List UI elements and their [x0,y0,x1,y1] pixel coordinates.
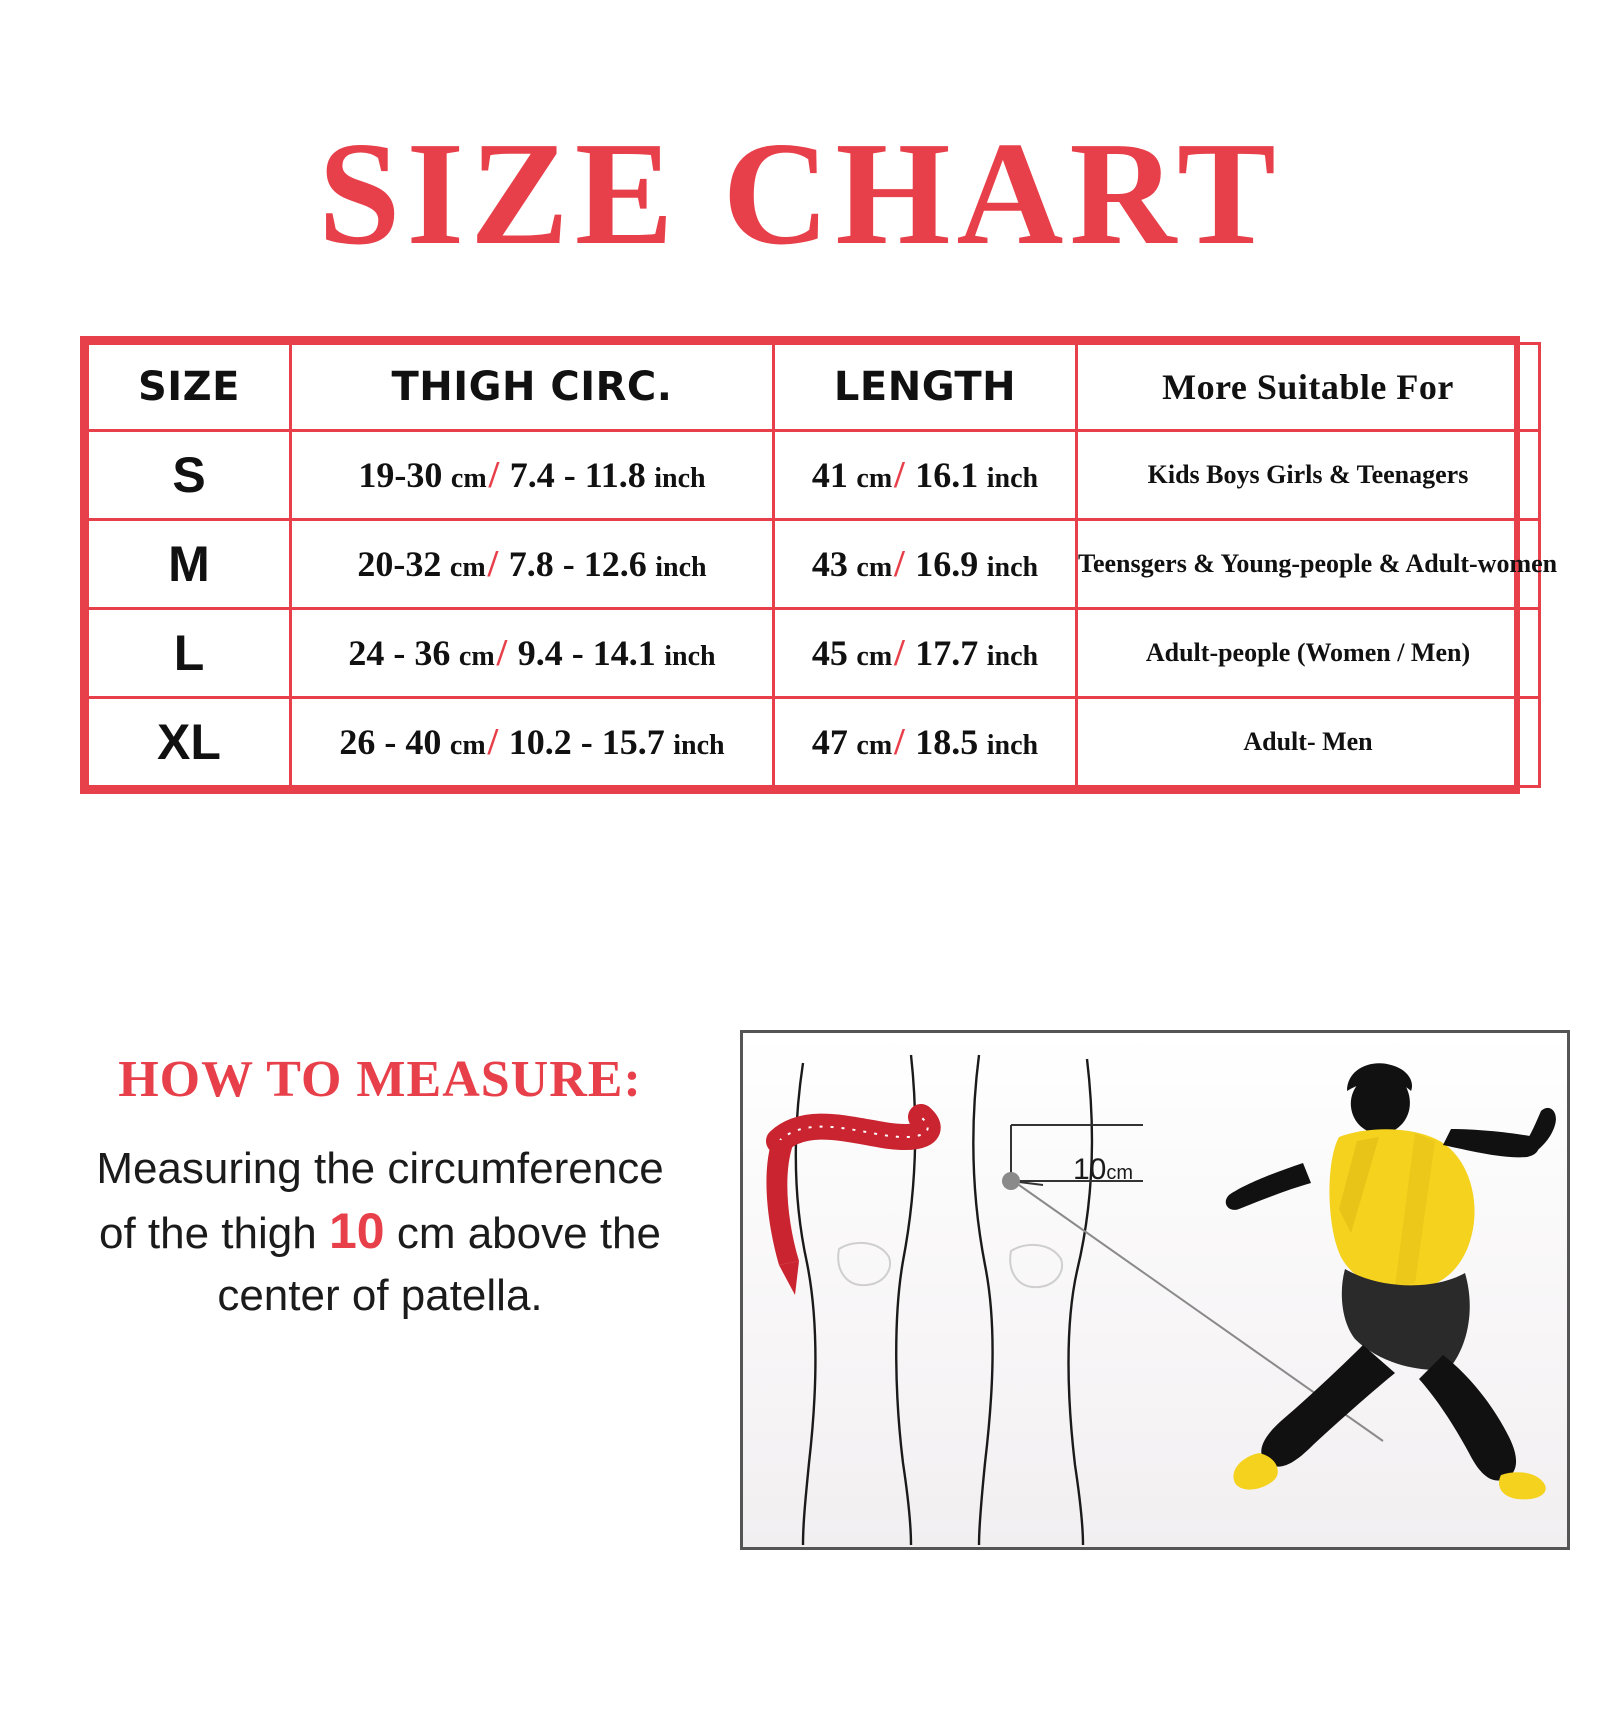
table-row [88,698,1540,787]
length-cm-value: 45 [811,633,848,673]
table-header-row [88,344,1540,431]
how-to-measure-line-2-post: cm above the [396,1209,661,1259]
size-label: M [168,536,210,592]
thigh-inch-unit: inch [655,552,707,583]
illustration-svg [743,1033,1567,1547]
thigh-inch-value: 7.4 - 11.8 [509,455,646,495]
how-to-measure-heading: HOW TO MEASURE: [118,1051,642,1108]
size-label: XL [157,714,221,770]
callout-value: 10 [1073,1153,1107,1186]
page-title: SIZE CHART [318,112,1282,276]
size-chart-table-container [80,336,1558,794]
length-inch-unit: inch [986,641,1039,672]
thigh-cm-value: 24 - 36 [348,633,451,673]
how-to-measure-text-block [30,1050,730,1325]
length-cm-unit: cm [856,730,893,761]
table-row [88,520,1540,609]
unit-separator: / [488,454,500,496]
cell-size [88,698,291,787]
callout-label [1073,1153,1133,1187]
cell-length [774,431,1077,520]
unit-separator: / [894,454,905,496]
thigh-inch-value: 9.4 - 14.1 [517,633,656,673]
length-inch-value: 16.9 [915,544,979,584]
cell-size [88,520,291,609]
length-inch-value: 17.7 [915,633,979,673]
thigh-cm-value: 19-30 [358,455,443,495]
length-inch-unit: inch [986,730,1039,761]
unit-separator: / [496,632,508,674]
cell-size [88,609,291,698]
how-to-measure-line-2 [30,1198,730,1266]
measurement-illustration-panel [740,1030,1570,1550]
how-to-measure-highlight: 10 [328,1203,385,1260]
length-cm-unit: cm [856,552,893,583]
table-row [88,609,1540,698]
cell-thigh-circ [291,698,774,787]
cell-length [774,698,1077,787]
length-cm-unit: cm [856,463,893,494]
table-row [88,431,1540,520]
length-cm-value: 41 [811,455,848,495]
unit-separator: / [894,543,905,585]
cell-size [88,431,291,520]
how-to-measure-line-1: Measuring the circumference [96,1144,664,1193]
cell-length [774,520,1077,609]
length-inch-unit: inch [986,463,1039,494]
length-inch-unit: inch [986,552,1039,583]
column-header-more-suitable-for: More Suitable For [1077,344,1540,431]
length-inch-value: 16.1 [915,455,979,495]
thigh-inch-value: 7.8 - 12.6 [508,544,647,584]
length-cm-unit: cm [856,641,893,672]
cell-length [774,609,1077,698]
thigh-inch-unit: inch [673,730,725,761]
thigh-inch-unit: inch [654,463,706,494]
how-to-measure-body [30,1139,730,1325]
cell-thigh-circ [291,609,774,698]
thigh-inch-value: 10.2 - 15.7 [508,722,665,762]
thigh-cm-value: 20-32 [357,544,442,584]
thigh-inch-unit: inch [664,641,716,672]
length-inch-value: 18.5 [915,722,979,762]
how-to-measure-line-2-pre: of the thigh [99,1209,317,1259]
thigh-cm-unit: cm [458,641,495,672]
size-chart-table [86,342,1558,788]
thigh-cm-value: 26 - 40 [339,722,442,762]
unit-separator: / [894,632,905,674]
how-to-measure-line-3: center of patella. [217,1270,543,1320]
size-label: S [172,447,206,503]
thigh-cm-unit: cm [449,552,486,583]
callout-unit: cm [1106,1162,1134,1184]
length-cm-value: 43 [811,544,848,584]
column-header-length: LENGTH [774,344,1077,431]
patella-center-marker [1002,1172,1020,1190]
cell-suitable-for: Kids Boys Girls & Teenagers [1077,431,1540,520]
length-cm-value: 47 [811,722,848,762]
unit-separator: / [487,543,499,585]
column-header-size: SIZE [88,344,291,431]
size-label: L [173,625,205,681]
cell-suitable-for: Teensgers & Young-people & Adult-women [1077,520,1540,609]
column-header-thigh-circ: THIGH CIRC. [291,344,774,431]
thigh-cm-unit: cm [450,463,487,494]
unit-separator: / [487,721,499,763]
thigh-cm-unit: cm [449,730,486,761]
cell-thigh-circ [291,431,774,520]
how-to-measure-section [0,1050,1600,1610]
cell-suitable-for: Adult- Men [1077,698,1540,787]
cell-thigh-circ [291,520,774,609]
cell-suitable-for: Adult-people (Women / Men) [1077,609,1540,698]
unit-separator: / [894,721,905,763]
